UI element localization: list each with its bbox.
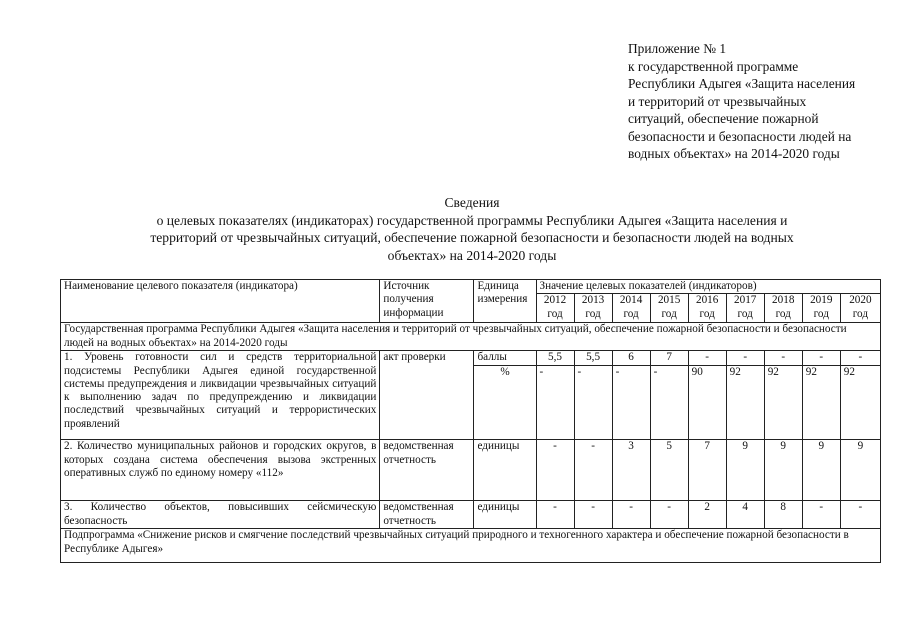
- year-header: 2015 год: [650, 294, 688, 323]
- indicator-source: ведомственная отчетность: [380, 440, 474, 501]
- year-header: 2020 год: [840, 294, 880, 323]
- indicator-name: 3. Количество объектов, повысивших сейсмическую безопасность: [61, 501, 380, 529]
- value-cell: 3: [612, 440, 650, 501]
- value-cell: 9: [840, 440, 880, 501]
- value-cell: -: [802, 351, 840, 366]
- value-cell: -: [536, 366, 574, 440]
- value-cell: -: [726, 351, 764, 366]
- title-line: Сведения: [444, 195, 500, 210]
- value-cell: 8: [764, 501, 802, 529]
- value-cell: -: [574, 366, 612, 440]
- value-cell: 4: [726, 501, 764, 529]
- value-cell: -: [574, 440, 612, 501]
- header-source: Источник получения информации: [380, 280, 474, 323]
- appendix-line: ситуаций, обеспечение пожарной: [628, 111, 819, 126]
- value-cell: 7: [688, 440, 726, 501]
- value-cell: -: [536, 501, 574, 529]
- year-header: 2012 год: [536, 294, 574, 323]
- header-values: Значение целевых показателей (индикаторов): [536, 280, 880, 294]
- table-row: [61, 351, 881, 366]
- title-line: о целевых показателях (индикаторах) государственной программы Республики Адыгея «Защита населения и: [156, 212, 788, 228]
- value-cell: 5,5: [536, 351, 574, 366]
- value-cell: -: [650, 366, 688, 440]
- value-cell: -: [802, 501, 840, 529]
- subprogram-title: Подпрограмма «Снижение рисков и смягчение последствий чрезвычайных ситуаций природного и техногенного характера и обеспечение пожарной безопасности в Республике Адыгея»: [61, 529, 881, 563]
- indicator-unit: единицы: [474, 501, 536, 529]
- year-header: 2016 год: [688, 294, 726, 323]
- program-title: Государственная программа Республики Адыгея «Защита населения и территорий от чрезвычайных ситуаций, обеспечение пожарной безопасности и безопасности людей на водных объектах» на 2014-2020 годы: [61, 323, 881, 351]
- value-cell: 2: [688, 501, 726, 529]
- year-header: 2013 год: [574, 294, 612, 323]
- indicator-name: 1. Уровень готовности сил и средств территориальной подсистемы Республики Адыгея единой государственной системы предупреждения и ликвидации чрезвычайных ситуаций к выполнению задач по предупреждению и ликвидации последствий чрезвычайных ситуаций и террористических проявлений: [61, 351, 380, 440]
- year-header: 2014 год: [612, 294, 650, 323]
- value-cell: -: [612, 501, 650, 529]
- indicators-table: [60, 279, 881, 563]
- subprogram-row: [61, 529, 881, 563]
- value-cell: 92: [764, 366, 802, 440]
- value-cell: 9: [802, 440, 840, 501]
- value-cell: 9: [726, 440, 764, 501]
- indicator-source: акт проверки: [380, 351, 474, 440]
- indicator-name: 2. Количество муниципальных районов и городских округов, в которых создана система обеспечения вызова экстренных оперативных служб по единому номеру «112»: [61, 440, 380, 501]
- appendix-line: к государственной программе: [628, 58, 799, 74]
- year-header: 2019 год: [802, 294, 840, 323]
- title-line: объектах» на 2014-2020 годы: [387, 247, 557, 263]
- appendix-line: безопасности и безопасности людей на: [628, 128, 852, 144]
- indicator-unit: баллы: [474, 351, 536, 366]
- appendix-line: Республики Адыгея «Защита населения: [628, 76, 856, 91]
- value-cell: -: [650, 501, 688, 529]
- year-header: 2017 год: [726, 294, 764, 323]
- value-cell: -: [574, 501, 612, 529]
- appendix-line: водных объектах» на 2014-2020 годы: [628, 146, 840, 161]
- table-row: [61, 440, 881, 501]
- document-title: [66, 194, 878, 264]
- header-name: Наименование целевого показателя (индикатора): [61, 280, 380, 323]
- value-cell: 7: [650, 351, 688, 366]
- value-cell: -: [764, 351, 802, 366]
- appendix-line: Приложение № 1: [628, 41, 727, 56]
- indicator-source: ведомственная отчетность: [380, 501, 474, 529]
- value-cell: 90: [688, 366, 726, 440]
- appendix-line: и территорий от чрезвычайных: [628, 93, 807, 109]
- program-row: [61, 323, 881, 351]
- indicator-unit: %: [474, 366, 536, 440]
- value-cell: 92: [840, 366, 880, 440]
- title-line: территорий от чрезвычайных ситуаций, обеспечение пожарной безопасности и безопасности людей на водных: [150, 230, 794, 245]
- year-header: 2018 год: [764, 294, 802, 323]
- value-cell: -: [536, 440, 574, 501]
- value-cell: -: [840, 351, 880, 366]
- value-cell: -: [840, 501, 880, 529]
- value-cell: 5: [650, 440, 688, 501]
- value-cell: 6: [612, 351, 650, 366]
- value-cell: 5,5: [574, 351, 612, 366]
- value-cell: 92: [802, 366, 840, 440]
- value-cell: 92: [726, 366, 764, 440]
- value-cell: -: [688, 351, 726, 366]
- header-row: [61, 280, 881, 294]
- indicator-unit: единицы: [474, 440, 536, 501]
- value-cell: -: [612, 366, 650, 440]
- appendix-note: [628, 40, 898, 163]
- table-row: [61, 501, 881, 529]
- header-unit: Единица измерения: [474, 280, 536, 323]
- value-cell: 9: [764, 440, 802, 501]
